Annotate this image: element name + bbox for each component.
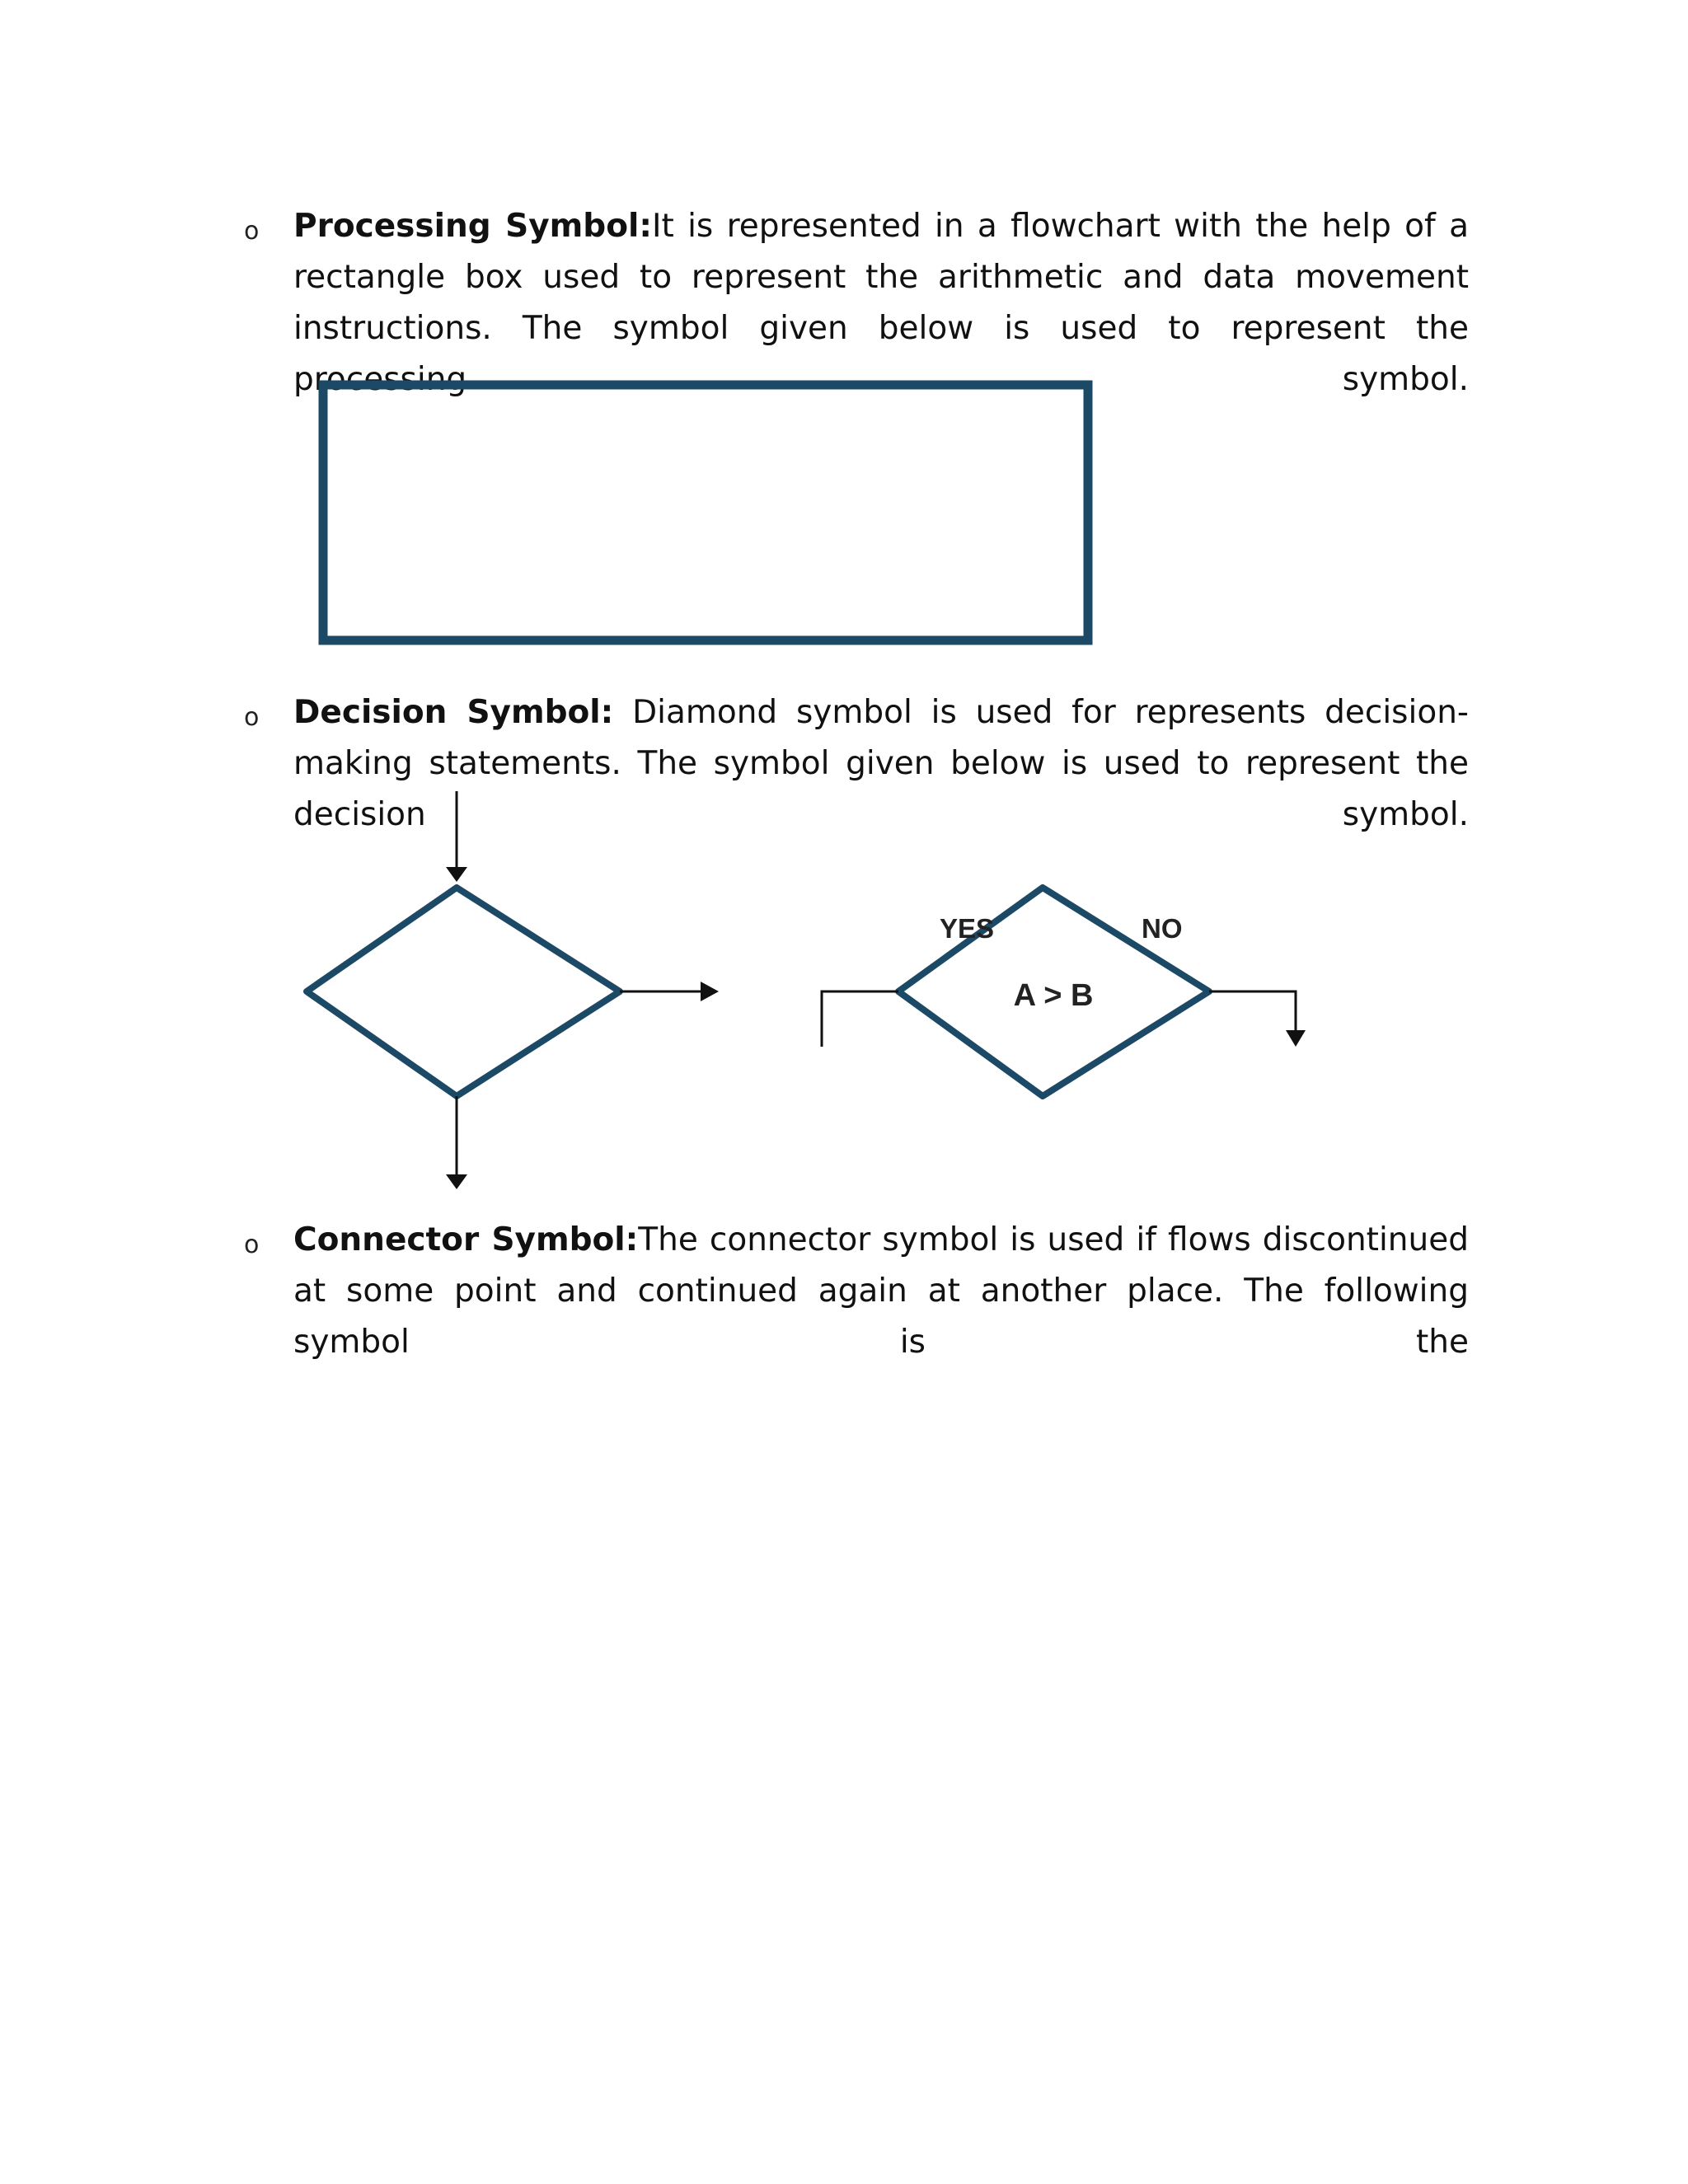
example-decision-symbol [822,888,1306,1096]
processing-rectangle [323,385,1088,640]
processing-symbol-term: Processing Symbol: [293,208,652,245]
connector-symbol-paragraph [293,1215,1469,1368]
decision-symbols-figure [297,787,1335,1199]
yes-label: YES [940,913,995,944]
bullet-marker: o [244,703,260,732]
processing-symbol-description: It is represented in a flowchart with the help of a rectangle box used to represent the arithmetic and data movement instructions. The symbol given below is used to represent the processing symbol. [293,208,1469,398]
processing-symbol-figure [313,375,1096,652]
arrow-head-icon [446,867,467,882]
generic-decision-symbol [307,791,719,1189]
arrow-head-icon [701,982,719,1001]
connector-symbol-description: The connector symbol is used if flows discontinued at some point and continued again at another place. The following symbol is the [293,1221,1469,1361]
no-label: NO [1142,913,1183,944]
condition-label: A > B [1013,978,1094,1013]
arrow-head-icon [1286,1030,1306,1047]
decision-symbol-description: Diamond symbol is used for represents decision-making statements. The symbol given below is used to represent the decision symbol. [293,694,1469,833]
decision-symbol-term: Decision Symbol: [293,694,614,731]
bullet-marker: o [244,1230,260,1259]
no-branch-line [1209,991,1296,1037]
arrow-head-icon [446,1174,467,1189]
bullet-marker: o [244,217,260,246]
decision-diamond [307,888,620,1096]
yes-branch-line [822,991,898,1047]
connector-symbol-term: Connector Symbol: [293,1221,639,1258]
